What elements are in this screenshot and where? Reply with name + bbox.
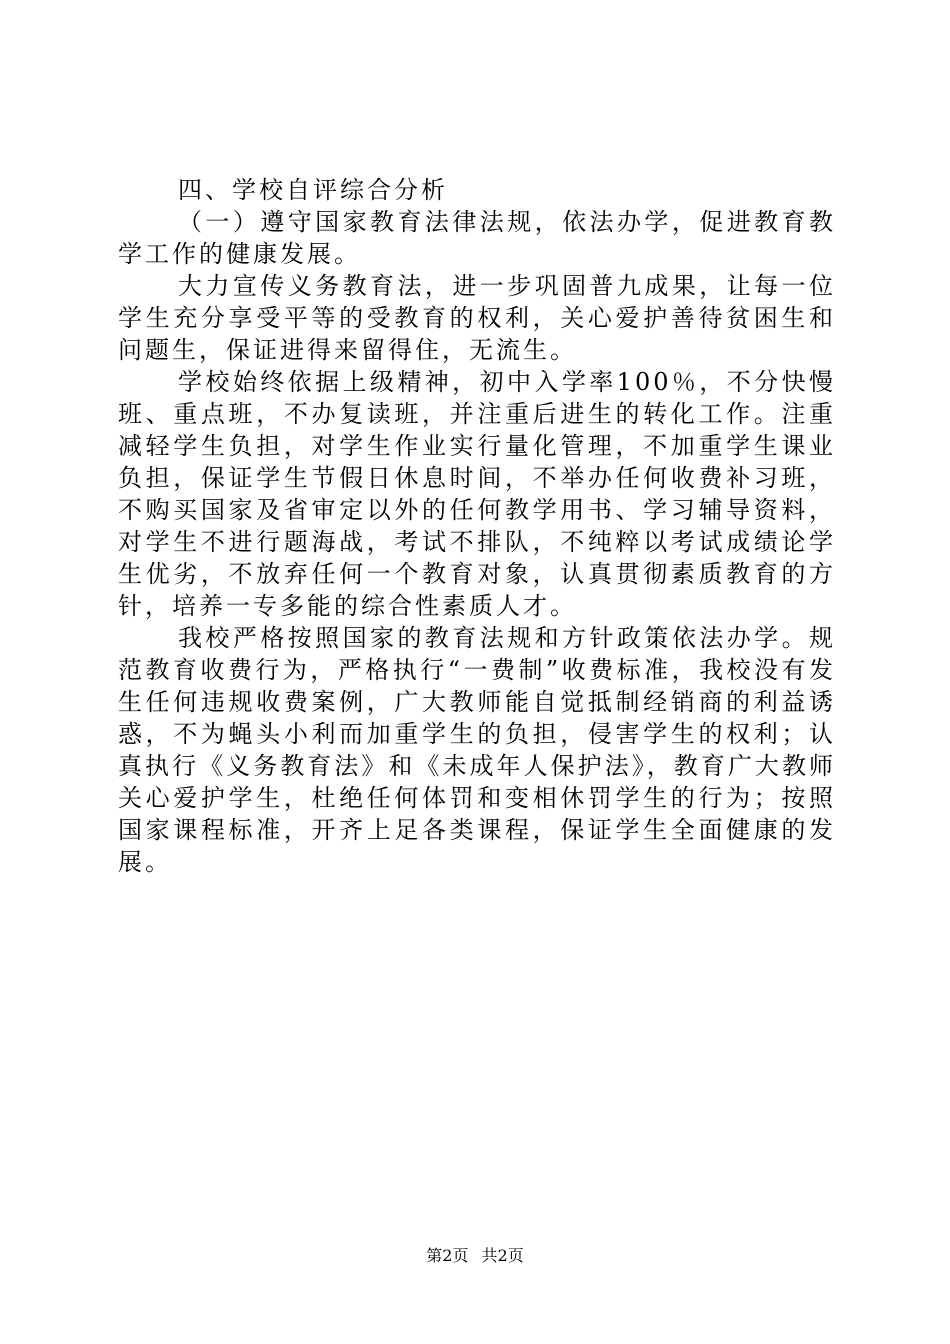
- paragraph-2: 大力宣传义务教育法，进一步巩固普九成果，让每一位学生充分享受平等的受教育的权利，关心爱护善待贫困生和问题生，保证进得来留得住，无流生。: [118, 272, 836, 364]
- paragraph-3: 学校始终依据上级精神，初中入学率100％，不分快慢班、重点班，不办复读班，并注重后进生的转化工作。注重减轻学生负担，对学生作业实行量化管理，不加重学生课业负担，保证学生节假日休息时间，不举办任何收费补习班，不购买国家及省审定以外的任何教学用书、学习辅导资料，对学生不进行题海战，考试不排队，不纯粹以考试成绩论学生优劣，不放弃任何一个教育对象，认真贯彻素质教育的方针，培养一专多能的综合性素质人才。: [118, 368, 836, 620]
- section-heading: 四、学校自评综合分析: [178, 176, 448, 204]
- paragraph-4: 我校严格按照国家的教育法规和方针政策依法办学。规范教育收费行为，严格执行“一费制”收费标准，我校没有发生任何违规收费案例，广大教师能自觉抵制经销商的利益诱惑，不为蝇头小利而加重学生的负担，侵害学生的权利；认真执行《义务教育法》和《未成年人保护法》，教育广大教师关心爱护学生，杜绝任何体罚和变相休罚学生的行为；按照国家课程标准，开齐上足各类课程，保证学生全面健康的发展。: [118, 624, 836, 876]
- document-body: [118, 174, 836, 878]
- page-total: 共2页: [481, 1246, 524, 1265]
- paragraph-1: （一）遵守国家教育法律法规，依法办学，促进教育教学工作的健康发展。: [118, 208, 836, 268]
- page-footer: [0, 1244, 950, 1268]
- page-number: 第2页: [426, 1246, 469, 1265]
